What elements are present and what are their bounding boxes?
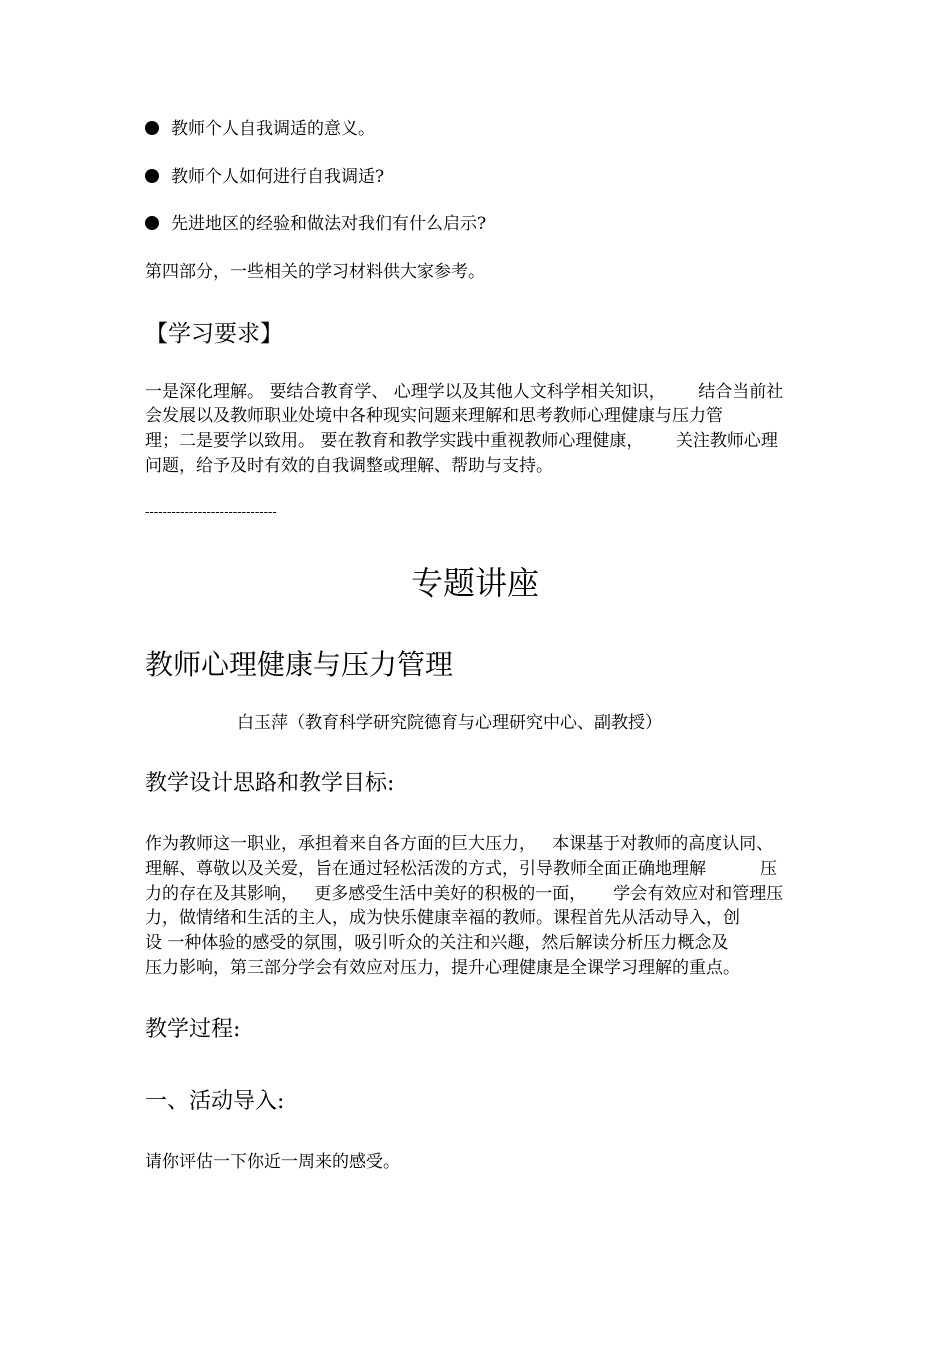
bullet-dot-icon xyxy=(145,121,159,135)
bullet-text: 教师个人自我调适的意义。 xyxy=(171,119,375,139)
design-line: 力，做情绪和生活的主人，成为快乐健康幸福的教师。课程首先从活动导入，创 xyxy=(145,908,740,928)
bullet-text: 教师个人如何进行自我调适? xyxy=(171,167,385,187)
bullet-item xyxy=(145,167,384,187)
bullet-item xyxy=(145,214,486,234)
requirements-line: 理；二是要学以致用。 要在教育和教学实践中重视教师心理健康， 关注教师心理 xyxy=(145,431,778,451)
lecture-title: 专题讲座 xyxy=(410,564,539,602)
process-heading: 教学过程: xyxy=(145,1017,241,1042)
design-line: 理解、尊敬以及关爱，旨在通过轻松活泼的方式，引导教师全面正确地理解 压 xyxy=(145,859,778,879)
design-line: 作为教师这一职业，承担着来自各方面的巨大压力， 本课基于对教师的高度认同、 xyxy=(145,834,774,854)
activity-heading: 一、活动导入: xyxy=(145,1089,285,1114)
design-line: 力的存在及其影响， 更多感受生活中美好的积极的一面， 学会有效应对和管理压 xyxy=(145,884,784,904)
requirements-line: 会发展以及教师职业处境中各种现实问题来理解和思考教师心理健康与压力管 xyxy=(145,406,723,426)
bullet-text: 先进地区的经验和做法对我们有什么启示? xyxy=(171,214,487,234)
dashed-divider: ------------------------------ xyxy=(145,505,277,520)
lecture-subtitle: 教师心理健康与压力管理 xyxy=(145,648,454,681)
bullet-dot-icon xyxy=(145,169,159,183)
activity-text: 请你评估一下你近一周来的感受。 xyxy=(145,1152,400,1172)
lecture-author: 白玉萍（教育科学研究院德育与心理研究中心、副教授） xyxy=(237,713,662,733)
requirements-line: 一是深化理解。 要结合教育学、 心理学以及其他人文科学相关知识， 结合当前社 xyxy=(145,382,784,402)
part-four-text: 第四部分，一些相关的学习材料供大家参考。 xyxy=(145,262,485,282)
design-heading: 教学设计思路和教学目标: xyxy=(145,771,395,796)
bullet-item xyxy=(145,119,375,139)
requirements-line: 问题，给予及时有效的自我调整或理解、帮助与支持。 xyxy=(145,456,553,476)
design-line: 设 一种体验的感受的氛围，吸引听众的关注和兴趣，然后解读分析压力概念及 xyxy=(145,933,729,953)
requirements-heading: 【学习要求】 xyxy=(145,321,283,347)
bullet-dot-icon xyxy=(145,216,159,230)
design-line: 压力影响，第三部分学会有效应对压力，提升心理健康是全课学习理解的重点。 xyxy=(145,958,740,978)
